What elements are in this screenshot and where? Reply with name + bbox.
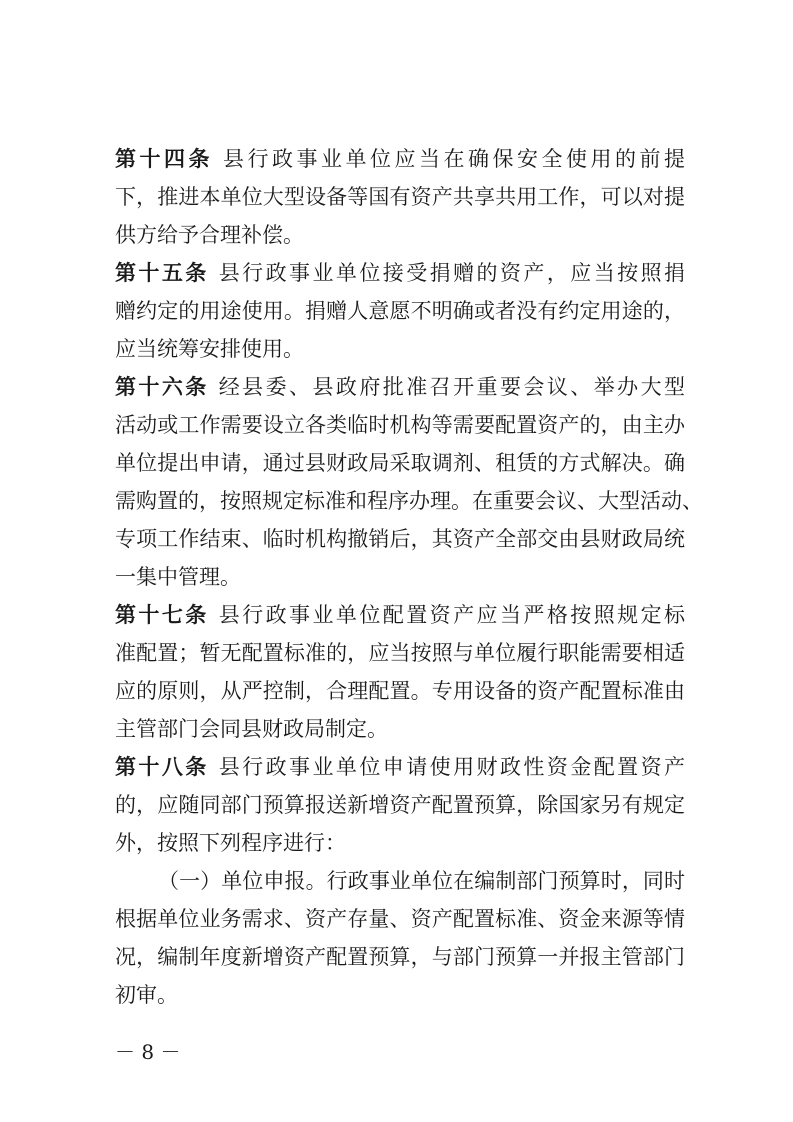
article-17-line-3: 应的原则，从严控制，合理配置。专用设备的资产配置标准由 (115, 679, 685, 703)
article-16-heading: 第十六条 (115, 375, 209, 399)
page-number: － 8 － (115, 1040, 181, 1064)
item-1-line-2: 根据单位业务需求、资产存量、资产配置标准、资金来源等情 (115, 907, 685, 931)
article-17-heading: 第十七条 (115, 603, 209, 627)
article-14-text-1: 县行政事业单位应当在确保安全使用的前提 (223, 147, 685, 171)
item-1-line-1: （一）单位申报。行政事业单位在编制部门预算时，同时 (158, 869, 685, 893)
item-1-line-4: 初审。 (115, 983, 178, 1007)
article-14-line-2: 下，推进本单位大型设备等国有资产共享共用工作，可以对提 (115, 185, 685, 209)
article-18-line-1 (115, 755, 685, 779)
article-16-line-5: 专项工作结束、临时机构撤销后，其资产全部交由县财政局统 (115, 527, 685, 551)
article-15-heading: 第十五条 (115, 261, 209, 285)
article-17-line-2: 准配置；暂无配置标准的，应当按照与单位履行职能需要相适 (115, 641, 685, 665)
article-16-line-3: 单位提出申请，通过县财政局采取调剂、租赁的方式解决。确 (115, 451, 685, 475)
article-16-line-1 (115, 375, 685, 399)
article-16-text-1: 经县委、县政府批准召开重要会议、举办大型 (218, 375, 686, 399)
article-17-text-1: 县行政事业单位配置资产应当严格按照规定标 (218, 603, 686, 627)
article-16-line-2: 活动或工作需要设立各类临时机构等需要配置资产的，由主办 (115, 413, 685, 437)
article-14-line-3: 供方给予合理补偿。 (115, 223, 304, 247)
article-16-line-4: 需购置的，按照规定标准和程序办理。在重要会议、大型活动、 (115, 489, 703, 513)
article-18-line-2: 的，应随同部门预算报送新增资产配置预算，除国家另有规定 (115, 793, 685, 817)
article-18-line-3: 外，按照下列程序进行： (115, 831, 346, 855)
article-15-line-2: 赠约定的用途使用。捐赠人意愿不明确或者没有约定用途的， (115, 299, 685, 323)
article-15-text-1: 县行政事业单位接受捐赠的资产，应当按照捐 (218, 261, 686, 285)
article-14-line-1 (115, 147, 685, 171)
article-18-heading: 第十八条 (115, 755, 209, 779)
article-17-line-4: 主管部门会同县财政局制定。 (115, 717, 388, 741)
article-15-line-3: 应当统筹安排使用。 (115, 337, 304, 361)
article-17-line-1 (115, 603, 685, 627)
item-1-line-3: 况，编制年度新增资产配置预算，与部门预算一并报主管部门 (115, 945, 685, 969)
article-16-line-6: 一集中管理。 (115, 565, 241, 589)
article-14-heading: 第十四条 (115, 147, 213, 171)
article-15-line-1 (115, 261, 685, 285)
article-18-text-1: 县行政事业单位申请使用财政性资金配置资产 (218, 755, 686, 779)
